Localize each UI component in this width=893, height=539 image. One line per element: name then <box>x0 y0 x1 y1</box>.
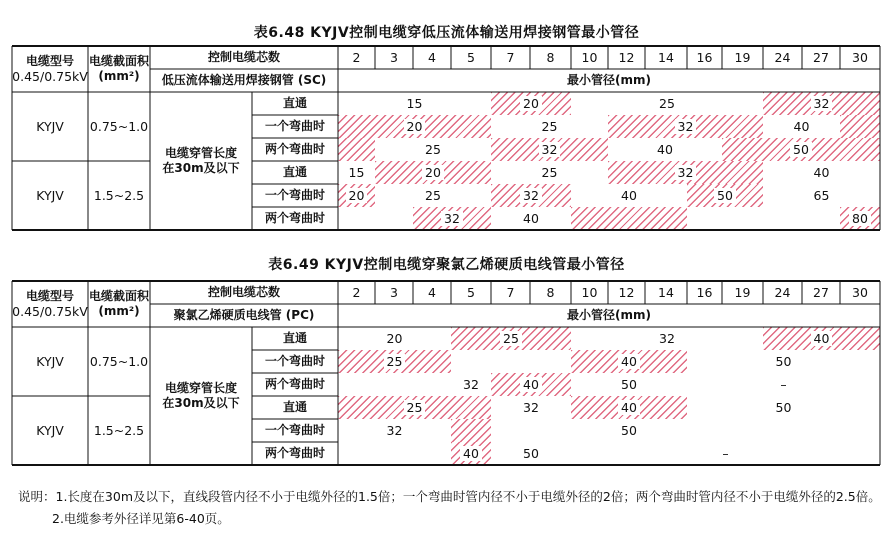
cell-value: 50 <box>621 376 637 392</box>
min-diameter-label: 最小管径(mm) <box>567 308 651 322</box>
core-count-12: 12 <box>618 49 635 65</box>
core-count-24: 24 <box>774 49 791 65</box>
cell-value: 20 <box>386 330 403 346</box>
cell-value: 20 <box>520 96 542 112</box>
core-count-4: 4 <box>428 284 436 300</box>
bend-type-label: 一个弯曲时 <box>264 423 325 437</box>
core-count-7: 7 <box>506 284 515 300</box>
cell-value: 25 <box>500 331 522 347</box>
area-header-line: 电缆截面积 <box>88 289 149 303</box>
cell-value: 25 <box>541 118 558 134</box>
cell-value: 32 <box>539 142 561 158</box>
cell-value: 25 <box>659 95 675 111</box>
cross-section: 0.75~1.0 <box>89 118 149 134</box>
min-diameter-label: 最小管径(mm) <box>567 73 651 87</box>
core-count-5: 5 <box>467 49 475 65</box>
cell-value: 50 <box>775 353 792 369</box>
cell-value: 20 <box>404 119 426 135</box>
cell-value: 50 <box>775 399 792 415</box>
cell-value: 32 <box>811 96 833 112</box>
bend-type-label: 两个弯曲时 <box>264 377 325 391</box>
cell-value: 50 <box>790 142 812 158</box>
cell-value: 32 <box>675 119 697 135</box>
cell-value: 40 <box>621 187 637 203</box>
area-header-line: (mm²) <box>98 69 140 83</box>
core-count-10: 10 <box>581 49 598 65</box>
area-header-line: (mm²) <box>98 304 140 318</box>
table-6-49-title: 表6.49 KYJV控制电缆穿聚氯乙烯硬质电线管最小管径 <box>268 257 625 273</box>
cell-value: – <box>780 376 787 392</box>
core-count-14: 14 <box>658 284 674 300</box>
cell-value: 32 <box>386 422 403 438</box>
core-count-3: 3 <box>390 49 398 65</box>
cross-section: 0.75~1.0 <box>89 353 149 369</box>
core-count-3: 3 <box>390 284 398 300</box>
cross-section: 1.5~2.5 <box>93 422 145 438</box>
core-count-19: 19 <box>734 49 751 65</box>
cell-value: 25 <box>541 164 558 180</box>
core-count-27: 27 <box>813 49 829 65</box>
core-count-16: 16 <box>696 49 713 65</box>
table-6-48-title: 表6.48 KYJV控制电缆穿低压流体输送用焊接钢管最小管径 <box>253 25 640 41</box>
cell-value: 50 <box>714 188 736 204</box>
core-count-14: 14 <box>658 49 674 65</box>
length-condition-line: 电缆穿管长度 <box>164 146 237 160</box>
cross-section: 1.5~2.5 <box>93 187 145 203</box>
cell-value: 20 <box>422 165 444 181</box>
cell-value: 25 <box>425 187 441 203</box>
note-2: 2.电缆参考外径详见第6-40页。 <box>52 511 230 526</box>
cable-model: KYJV <box>36 422 64 438</box>
cell-value: 80 <box>849 211 871 227</box>
cell-value: 32 <box>523 399 539 415</box>
core-count-19: 19 <box>734 284 751 300</box>
pipe-type-label: 低压流体输送用焊接钢管 (SC) <box>161 73 327 87</box>
core-count-27: 27 <box>813 284 829 300</box>
cell-value: – <box>722 445 729 461</box>
cell-value: 40 <box>813 164 830 180</box>
cell-value: 25 <box>425 141 441 157</box>
model-header-line: 电缆型号 <box>25 288 74 303</box>
length-condition-line: 在30m及以下 <box>162 396 240 410</box>
core-count-16: 16 <box>696 284 713 300</box>
core-count-24: 24 <box>774 284 791 300</box>
core-count-12: 12 <box>618 284 635 300</box>
core-count-8: 8 <box>546 284 555 300</box>
length-condition-line: 电缆穿管长度 <box>164 381 237 395</box>
cable-model: KYJV <box>36 118 64 134</box>
core-count-10: 10 <box>581 284 598 300</box>
model-header-line: 0.45/0.75kV <box>12 303 88 319</box>
core-count-30: 30 <box>852 49 868 65</box>
cell-value: 40 <box>523 210 539 226</box>
core-count-7: 7 <box>506 49 515 65</box>
area-header-line: 电缆截面积 <box>88 54 149 68</box>
core-count-4: 4 <box>428 49 436 65</box>
bend-type-label: 两个弯曲时 <box>264 446 325 460</box>
cell-value: 40 <box>618 400 640 416</box>
core-count-8: 8 <box>546 49 555 65</box>
cell-value: 15 <box>406 95 423 111</box>
pipe-type-label: 聚氯乙烯硬质电线管 (PC) <box>173 308 315 322</box>
model-header-line: 0.45/0.75kV <box>12 68 88 84</box>
cell-value: 32 <box>520 188 542 204</box>
core-count-5: 5 <box>467 284 475 300</box>
cell-value: 25 <box>404 400 426 416</box>
model-header-line: 电缆型号 <box>25 53 74 68</box>
cell-value: 40 <box>520 377 542 393</box>
bend-type-label: 直通 <box>282 331 307 345</box>
bend-type-label: 一个弯曲时 <box>264 188 325 202</box>
bend-type-label: 直通 <box>282 400 307 414</box>
cell-value: 50 <box>621 422 637 438</box>
core-count-2: 2 <box>352 284 361 300</box>
bend-type-label: 两个弯曲时 <box>264 142 325 156</box>
cell-value: 40 <box>618 354 640 370</box>
core-count-2: 2 <box>352 49 361 65</box>
notes <box>18 486 881 530</box>
cell-value: 40 <box>793 118 810 134</box>
cell-value: 32 <box>463 376 479 392</box>
cell-value: 15 <box>348 164 365 180</box>
cable-model: KYJV <box>36 187 64 203</box>
cell-value: 40 <box>811 331 833 347</box>
bend-type-label: 直通 <box>282 165 307 179</box>
length-condition-line: 在30m及以下 <box>162 161 240 175</box>
core-count-30: 30 <box>852 284 868 300</box>
cell-value: 40 <box>657 141 673 157</box>
bend-type-label: 直通 <box>282 96 307 110</box>
cell-value: 32 <box>659 330 675 346</box>
cable-model: KYJV <box>36 353 64 369</box>
cell-value: 40 <box>460 446 482 462</box>
note-1: 说明：1.长度在30m及以下，直线段管内径不小于电缆外径的1.5倍；一个弯曲时管内径不小于电缆外径的2倍；两个弯曲时管内径不小于电缆外径的2.5倍。 <box>18 489 881 504</box>
cell-value: 32 <box>441 211 463 227</box>
cell-value: 20 <box>346 188 368 204</box>
cell-value: 65 <box>813 187 830 203</box>
bend-type-label: 一个弯曲时 <box>264 119 325 133</box>
bend-type-label: 两个弯曲时 <box>264 211 325 225</box>
cell-value: 50 <box>523 445 539 461</box>
cores-label: 控制电缆芯数 <box>207 50 280 64</box>
cell-value: 25 <box>384 354 406 370</box>
cell-value: 32 <box>675 165 697 181</box>
bend-type-label: 一个弯曲时 <box>264 354 325 368</box>
cores-label: 控制电缆芯数 <box>207 285 280 299</box>
